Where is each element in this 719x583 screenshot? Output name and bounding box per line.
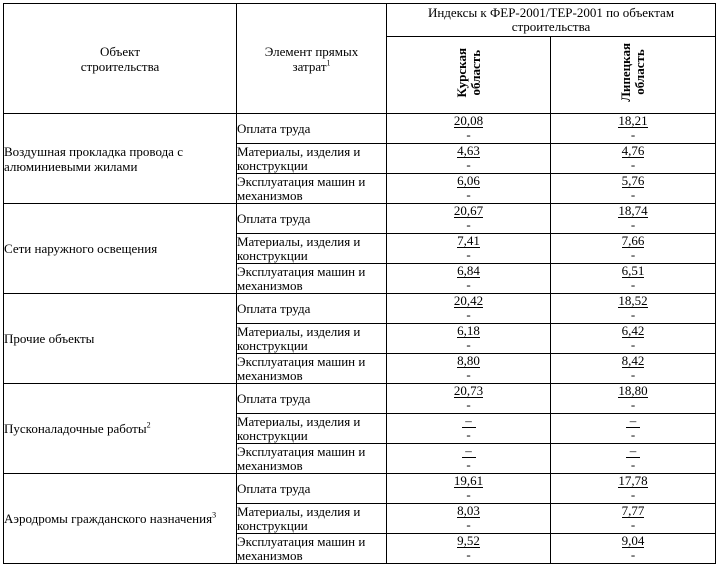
element-cell: Эксплуатация машин и механизмов <box>237 264 387 294</box>
index-value: 20,73 <box>453 383 484 398</box>
value-lipetsk <box>551 234 716 264</box>
value-kursk <box>387 114 551 144</box>
element-header-line2: затрат <box>292 58 327 74</box>
index-value: 6,06 <box>457 173 480 188</box>
element-header-sup: 1 <box>326 58 331 68</box>
index-value: 20,67 <box>453 203 484 218</box>
value-kursk <box>387 414 551 444</box>
value-kursk <box>387 294 551 324</box>
value-kursk <box>387 204 551 234</box>
value-lipetsk <box>551 174 716 204</box>
value-kursk <box>387 264 551 294</box>
index-value: 4,63 <box>457 143 480 158</box>
denominator-dash: - <box>630 307 636 322</box>
object-header-line1: Объект <box>100 43 140 59</box>
element-header-line1: Элемент прямых <box>264 43 359 59</box>
element-cell: Оплата труда <box>237 204 387 234</box>
region-header-lipetsk <box>551 37 716 114</box>
denominator-dash: - <box>466 517 471 532</box>
region1-line2: область <box>467 49 483 96</box>
value-lipetsk <box>551 294 716 324</box>
value-lipetsk <box>551 324 716 354</box>
denominator-dash: - <box>630 277 636 292</box>
value-kursk <box>387 234 551 264</box>
value-lipetsk <box>551 504 716 534</box>
denominator-dash: - <box>466 487 471 502</box>
denominator-dash: - <box>630 157 636 172</box>
denominator-dash: - <box>466 127 471 142</box>
element-cell: Материалы, изделия и конструкции <box>237 324 387 354</box>
table-row <box>4 114 716 144</box>
denominator-dash: - <box>466 397 471 412</box>
object-header <box>4 4 237 114</box>
value-kursk <box>387 474 551 504</box>
denominator-dash: - <box>466 307 471 322</box>
value-lipetsk <box>551 114 716 144</box>
value-lipetsk <box>551 534 716 564</box>
region-header-kursk <box>387 37 551 114</box>
index-value: 5,76 <box>621 173 645 188</box>
element-cell: Эксплуатация машин и механизмов <box>237 444 387 474</box>
element-cell: Эксплуатация машин и механизмов <box>237 354 387 384</box>
object-cell <box>4 204 237 294</box>
object-header-line2: строительства <box>80 58 160 74</box>
value-kursk <box>387 174 551 204</box>
value-lipetsk <box>551 384 716 414</box>
value-lipetsk <box>551 204 716 234</box>
table-row <box>4 294 716 324</box>
index-value: 7,77 <box>621 503 645 518</box>
region2-line2: область <box>632 49 647 96</box>
value-kursk <box>387 444 551 474</box>
index-value: 18,21 <box>618 113 648 128</box>
index-header-line2: строительства <box>511 19 591 34</box>
value-kursk <box>387 354 551 384</box>
denominator-dash: - <box>466 457 471 472</box>
value-lipetsk <box>551 264 716 294</box>
index-table <box>3 3 716 564</box>
object-footnote: 3 <box>212 510 217 520</box>
value-lipetsk <box>551 354 716 384</box>
value-kursk <box>387 504 551 534</box>
index-value: 20,42 <box>453 293 484 308</box>
table-row <box>4 474 716 504</box>
element-cell: Материалы, изделия и конструкции <box>237 144 387 174</box>
object-name: Аэродромы гражданского назначения <box>4 511 213 526</box>
element-cell: Эксплуатация машин и механизмов <box>237 534 387 564</box>
denominator-dash: - <box>466 337 471 352</box>
index-value: 7,66 <box>621 233 645 248</box>
denominator-dash: - <box>466 187 471 202</box>
denominator-dash: - <box>466 547 471 562</box>
denominator-dash: - <box>466 427 471 442</box>
denominator-dash: - <box>466 247 471 262</box>
denominator-dash: - <box>630 337 636 352</box>
denominator-dash: - <box>630 127 636 142</box>
region2-line1: Липецкая <box>618 43 633 102</box>
index-value: 9,04 <box>621 533 645 548</box>
denominator-dash: - <box>630 397 636 412</box>
index-value: 6,51 <box>621 263 645 278</box>
denominator-dash: - <box>630 547 636 562</box>
value-kursk <box>387 144 551 174</box>
index-value: – <box>462 414 476 428</box>
index-value: 6,84 <box>457 263 480 278</box>
index-value: 17,78 <box>618 473 648 488</box>
denominator-dash: - <box>466 277 471 292</box>
object-cell <box>4 474 237 564</box>
index-header <box>387 4 716 37</box>
index-value: 9,52 <box>457 533 480 548</box>
index-value: 6,42 <box>621 323 645 338</box>
table-row <box>4 204 716 234</box>
index-value: 6,18 <box>457 323 480 338</box>
denominator-dash: - <box>630 247 636 262</box>
denominator-dash: - <box>630 217 636 232</box>
object-cell <box>4 294 237 384</box>
table-row <box>4 384 716 414</box>
region1-line1: Курская <box>453 47 469 98</box>
element-cell: Материалы, изделия и конструкции <box>237 504 387 534</box>
denominator-dash: - <box>630 487 636 502</box>
element-cell: Оплата труда <box>237 294 387 324</box>
index-value: – <box>462 444 476 458</box>
value-lipetsk <box>551 144 716 174</box>
denominator-dash: - <box>466 367 471 382</box>
value-lipetsk <box>551 474 716 504</box>
element-cell: Оплата труда <box>237 114 387 144</box>
element-cell: Материалы, изделия и конструкции <box>237 234 387 264</box>
denominator-dash: - <box>630 517 636 532</box>
denominator-dash: - <box>630 427 636 442</box>
object-cell <box>4 114 237 204</box>
element-cell: Оплата труда <box>237 384 387 414</box>
value-lipetsk <box>551 414 716 444</box>
index-value: 4,76 <box>621 143 645 158</box>
element-cell: Эксплуатация машин и механизмов <box>237 174 387 204</box>
object-name: Прочие объекты <box>4 331 95 346</box>
index-value: 8,42 <box>621 353 645 368</box>
denominator-dash: - <box>466 217 471 232</box>
denominator-dash: - <box>630 457 636 472</box>
denominator-dash: - <box>630 367 636 382</box>
index-value: 7,41 <box>457 233 480 248</box>
value-kursk <box>387 324 551 354</box>
index-value: 18,80 <box>618 383 648 398</box>
index-value: 20,08 <box>453 113 484 128</box>
object-name: Пусконаладочные работы <box>4 421 147 436</box>
object-cell <box>4 384 237 474</box>
index-value: – <box>626 444 640 458</box>
value-lipetsk <box>551 444 716 474</box>
index-value: 19,61 <box>453 473 484 488</box>
index-value: 18,74 <box>618 203 648 218</box>
index-value: 8,03 <box>457 503 480 518</box>
index-value: 8,80 <box>457 353 480 368</box>
value-kursk <box>387 384 551 414</box>
object-footnote: 2 <box>146 420 151 430</box>
index-value: – <box>626 414 640 428</box>
element-header <box>237 4 387 114</box>
element-cell: Оплата труда <box>237 474 387 504</box>
index-value: 18,52 <box>618 293 648 308</box>
denominator-dash: - <box>630 187 636 202</box>
denominator-dash: - <box>466 157 471 172</box>
object-name: Воздушная прокладка провода с алюминиевыми жилами <box>4 143 183 174</box>
element-cell: Материалы, изделия и конструкции <box>237 414 387 444</box>
index-header-line1: Индексы к ФЕР-2001/ТЕР-2001 по объектам <box>427 5 675 20</box>
value-kursk <box>387 534 551 564</box>
object-name: Сети наружного освещения <box>4 241 158 256</box>
